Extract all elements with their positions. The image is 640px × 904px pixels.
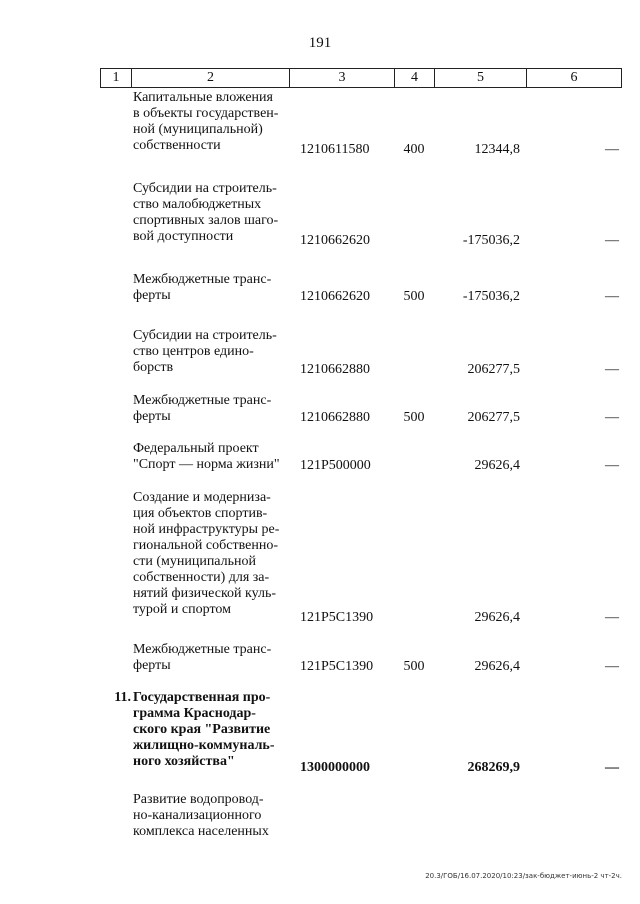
row-col6: — (605, 410, 619, 425)
row-description: Федеральный проект "Спорт — норма жизни" (133, 441, 280, 472)
row-col6: — (605, 760, 619, 775)
row-amount: 29626,4 (474, 610, 520, 625)
row-code: 1210611580 (300, 142, 370, 157)
row-amount: 29626,4 (474, 659, 520, 674)
row-description: Капитальные вложения в объекты государствен- ной (муниципальной) собственности (133, 90, 279, 153)
row-amount: 12344,8 (474, 142, 520, 157)
row-amount: 206277,5 (467, 410, 520, 425)
row-amount: -175036,2 (462, 233, 520, 248)
row-code: 1210662880 (300, 410, 370, 425)
column-header-4: 4 (395, 69, 435, 87)
row-code: 121P500000 (300, 458, 371, 473)
row-description: Субсидии на строитель- ство центров едино- борств (133, 328, 277, 375)
row-col6: — (605, 142, 619, 157)
row-amount: 29626,4 (474, 458, 520, 473)
column-header-6: 6 (570, 70, 578, 85)
row-vr: 400 (403, 142, 425, 157)
row-description: Субсидии на строитель- ство малобюджетных спортивных залов шаго- вой доступности (133, 181, 279, 244)
column-header-5: 5 (435, 69, 527, 87)
row-col6: — (605, 659, 619, 674)
row-code: 121P5C1390 (300, 610, 374, 625)
column-header-2: 2 (132, 69, 290, 87)
row-col6: — (605, 610, 619, 625)
row-number: 11. (114, 690, 131, 705)
column-header-1: 1 (101, 69, 132, 87)
row-col6: — (605, 289, 619, 304)
row-description: Государственная про- грамма Краснодар- ского края "Развитие жилищно-коммуналь- ного хозяйства" (133, 690, 275, 769)
row-col6: — (605, 362, 619, 377)
row-description: Межбюджетные транс- ферты (133, 642, 272, 673)
row-col6: — (605, 458, 619, 473)
row-vr: 500 (403, 289, 425, 304)
row-amount: 268269,9 (467, 760, 520, 775)
row-code: 1300000000 (300, 760, 370, 775)
row-vr: 500 (403, 410, 425, 425)
row-description: Межбюджетные транс- ферты (133, 393, 272, 424)
table-header-row (100, 68, 622, 88)
page-number: 191 (308, 35, 332, 51)
row-code: 1210662880 (300, 362, 370, 377)
footer-print-info: 20.3/ГОБ/16.07.2020/10:23/зак-бюджет-июнь-2 чт-2ч. (425, 872, 622, 880)
row-vr: 500 (403, 659, 425, 674)
row-code: 1210662620 (300, 233, 370, 248)
row-col6: — (605, 233, 619, 248)
row-description: Создание и модерниза- ция объектов спортив- ной инфраструктуры ре- гиональной собственно- сти (муниципальной собственности) для за- нятий физической куль- турой и спортом (133, 490, 280, 617)
row-amount: -175036,2 (462, 289, 520, 304)
row-code: 121P5C1390 (300, 659, 374, 674)
row-description: Межбюджетные транс- ферты (133, 272, 272, 303)
column-header-3: 3 (290, 69, 395, 87)
row-code: 1210662620 (300, 289, 370, 304)
row-description: Развитие водопровод- но-канализационного комплекса населенных (133, 792, 269, 839)
row-amount: 206277,5 (467, 362, 520, 377)
